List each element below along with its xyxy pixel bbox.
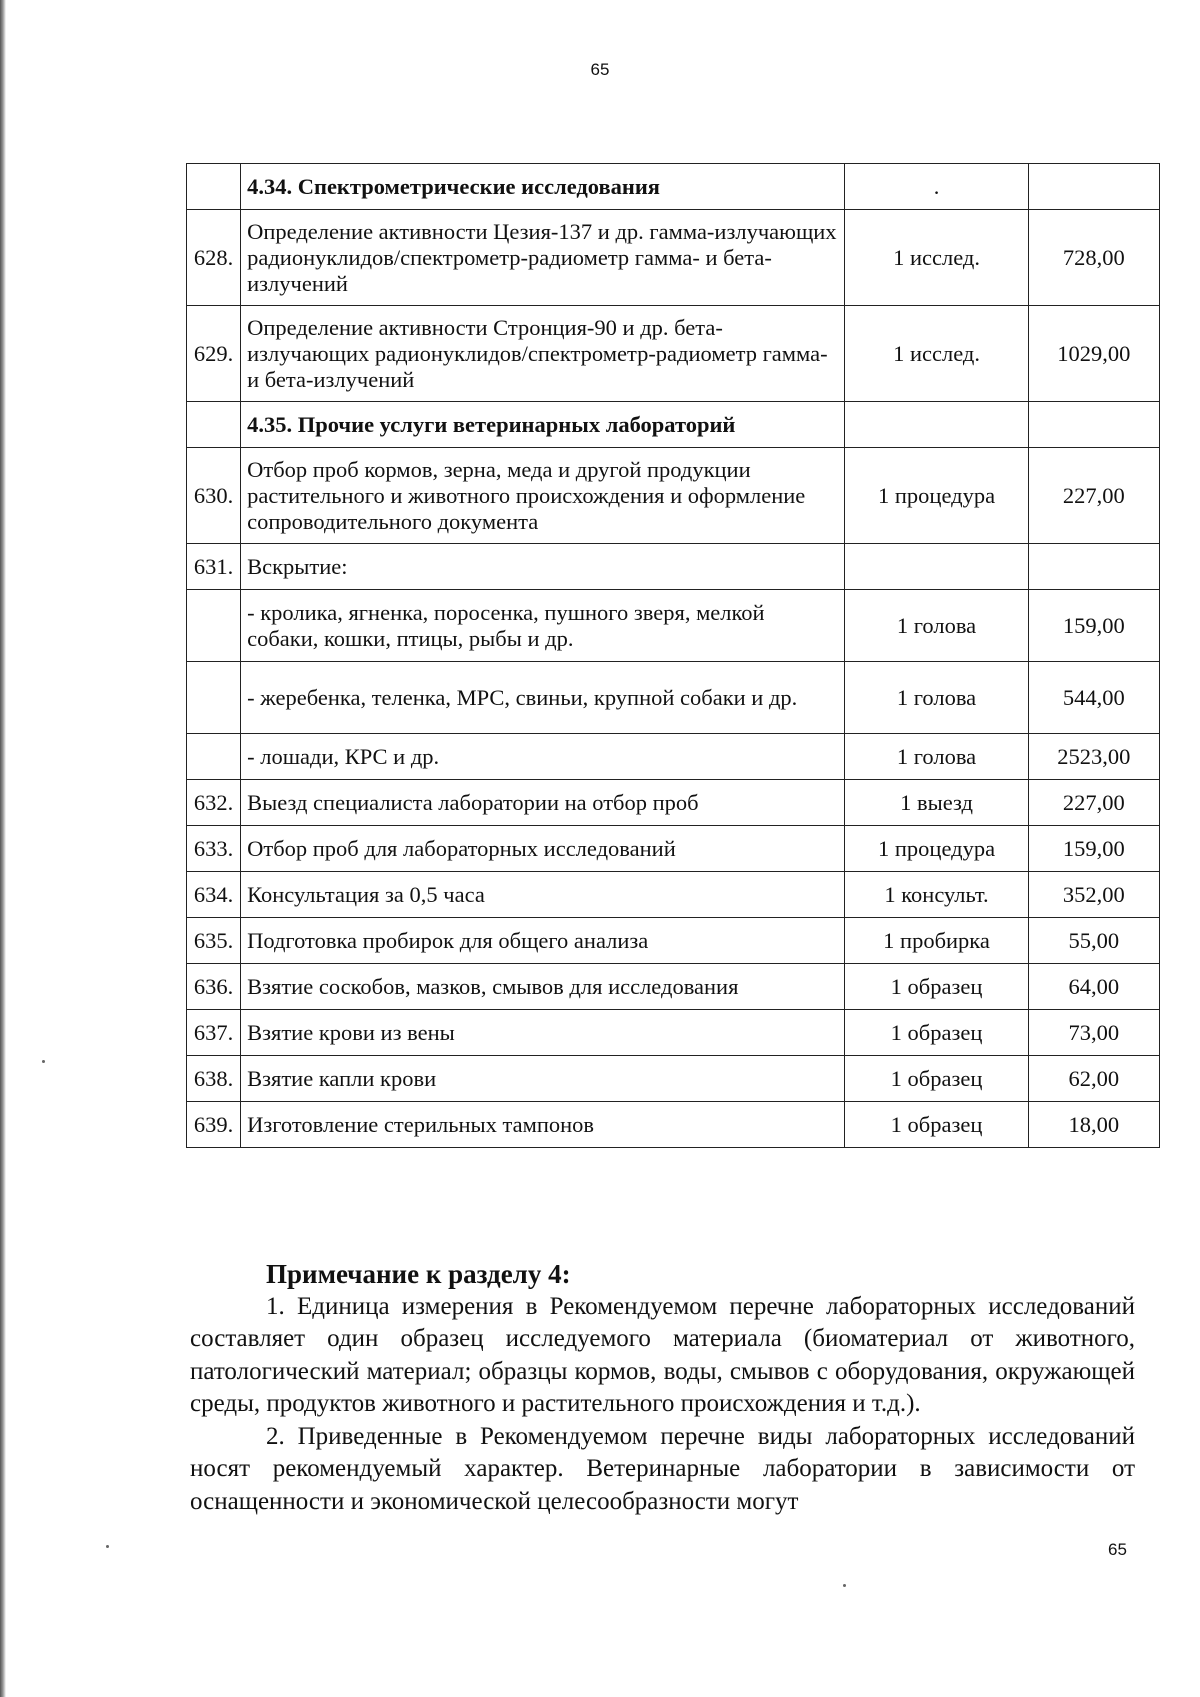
table-row bbox=[187, 918, 1160, 964]
table-row bbox=[187, 590, 1160, 662]
service-name: Взятие крови из вены bbox=[241, 1010, 845, 1056]
service-name: Изготовление стерильных тампонов bbox=[241, 1102, 845, 1148]
row-number bbox=[187, 402, 241, 448]
table-row bbox=[187, 210, 1160, 306]
price-value: 159,00 bbox=[1028, 590, 1159, 662]
row-number: 632. bbox=[187, 780, 241, 826]
price-table bbox=[186, 163, 1160, 1148]
price-value bbox=[1028, 164, 1159, 210]
row-number: 634. bbox=[187, 872, 241, 918]
scan-speck bbox=[106, 1545, 109, 1548]
section-header-row bbox=[187, 402, 1160, 448]
table-row bbox=[187, 1010, 1160, 1056]
service-name: Подготовка пробирок для общего анализа bbox=[241, 918, 845, 964]
unit-of-measure: . bbox=[845, 164, 1028, 210]
price-value: 64,00 bbox=[1028, 964, 1159, 1010]
row-number: 628. bbox=[187, 210, 241, 306]
table-row bbox=[187, 780, 1160, 826]
price-value: 1029,00 bbox=[1028, 306, 1159, 402]
table-row bbox=[187, 544, 1160, 590]
unit-of-measure: 1 образец bbox=[845, 964, 1028, 1010]
page-number-top: 65 bbox=[590, 60, 610, 79]
note-title: Примечание к разделу 4: bbox=[266, 1259, 571, 1289]
note-section bbox=[190, 1258, 1135, 1518]
row-number: 629. bbox=[187, 306, 241, 402]
service-name: Отбор проб для лабораторных исследований bbox=[241, 826, 845, 872]
unit-of-measure: 1 голова bbox=[845, 590, 1028, 662]
unit-of-measure: 1 голова bbox=[845, 662, 1028, 734]
price-value bbox=[1028, 402, 1159, 448]
row-number: 633. bbox=[187, 826, 241, 872]
service-name: 4.35. Прочие услуги ветеринарных лабораторий bbox=[241, 402, 845, 448]
row-number: 636. bbox=[187, 964, 241, 1010]
unit-of-measure: 1 процедура bbox=[845, 826, 1028, 872]
scan-edge bbox=[0, 0, 6, 1697]
scan-speck bbox=[42, 1060, 45, 1063]
table-row bbox=[187, 662, 1160, 734]
price-value: 728,00 bbox=[1028, 210, 1159, 306]
price-table-body bbox=[187, 164, 1160, 1148]
service-name: Определение активности Цезия-137 и др. гамма-излучающих радионуклидов/спектрометр-радиометр гамма- и бета-излучений bbox=[241, 210, 845, 306]
section-header-row bbox=[187, 164, 1160, 210]
row-number bbox=[187, 734, 241, 780]
price-value: 73,00 bbox=[1028, 1010, 1159, 1056]
service-name: Выезд специалиста лаборатории на отбор проб bbox=[241, 780, 845, 826]
price-value: 227,00 bbox=[1028, 780, 1159, 826]
row-number: 637. bbox=[187, 1010, 241, 1056]
unit-of-measure: 1 образец bbox=[845, 1102, 1028, 1148]
service-name: Консультация за 0,5 часа bbox=[241, 872, 845, 918]
price-value: 159,00 bbox=[1028, 826, 1159, 872]
unit-of-measure: 1 консульт. bbox=[845, 872, 1028, 918]
service-name: 4.34. Спектрометрические исследования bbox=[241, 164, 845, 210]
unit-of-measure: 1 образец bbox=[845, 1010, 1028, 1056]
row-number: 631. bbox=[187, 544, 241, 590]
row-number: 630. bbox=[187, 448, 241, 544]
table-row bbox=[187, 964, 1160, 1010]
unit-of-measure bbox=[845, 544, 1028, 590]
price-value: 227,00 bbox=[1028, 448, 1159, 544]
table-row bbox=[187, 826, 1160, 872]
unit-of-measure: 1 выезд bbox=[845, 780, 1028, 826]
unit-of-measure: 1 процедура bbox=[845, 448, 1028, 544]
row-number bbox=[187, 590, 241, 662]
price-value: 55,00 bbox=[1028, 918, 1159, 964]
unit-of-measure: 1 голова bbox=[845, 734, 1028, 780]
service-name: - лошади, КРС и др. bbox=[241, 734, 845, 780]
service-name: Отбор проб кормов, зерна, меда и другой продукции растительного и животного происхождения и оформление сопроводительного документа bbox=[241, 448, 845, 544]
scan-speck bbox=[843, 1584, 846, 1587]
row-number: 638. bbox=[187, 1056, 241, 1102]
price-value: 18,00 bbox=[1028, 1102, 1159, 1148]
table-row bbox=[187, 1056, 1160, 1102]
table-row bbox=[187, 734, 1160, 780]
table-row bbox=[187, 1102, 1160, 1148]
table-row bbox=[187, 306, 1160, 402]
service-name: Вскрытие: bbox=[241, 544, 845, 590]
unit-of-measure: 1 образец bbox=[845, 1056, 1028, 1102]
price-value: 2523,00 bbox=[1028, 734, 1159, 780]
price-value bbox=[1028, 544, 1159, 590]
row-number: 639. bbox=[187, 1102, 241, 1148]
note-paragraph-2: 2. Приведенные в Рекомендуемом перечне виды лабораторных исследований носят рекомендуемый характер. Ветеринарные лаборатории в зависимости от оснащенности и экономической целесообразности могут bbox=[190, 1422, 1135, 1515]
service-name: - кролика, ягненка, поросенка, пушного зверя, мелкой собаки, кошки, птицы, рыбы и др. bbox=[241, 590, 845, 662]
unit-of-measure: 1 пробирка bbox=[845, 918, 1028, 964]
service-name: Определение активности Стронция-90 и др. бета-излучающих радионуклидов/спектрометр-радиометр гамма- и бета-излучений bbox=[241, 306, 845, 402]
unit-of-measure: 1 исслед. bbox=[845, 210, 1028, 306]
price-value: 62,00 bbox=[1028, 1056, 1159, 1102]
service-name: Взятие капли крови bbox=[241, 1056, 845, 1102]
service-name: - жеребенка, теленка, МРС, свиньи, крупной собаки и др. bbox=[241, 662, 845, 734]
table-row bbox=[187, 448, 1160, 544]
unit-of-measure: 1 исслед. bbox=[845, 306, 1028, 402]
price-value: 544,00 bbox=[1028, 662, 1159, 734]
service-name: Взятие соскобов, мазков, смывов для исследования bbox=[241, 964, 845, 1010]
unit-of-measure bbox=[845, 402, 1028, 448]
row-number: 635. bbox=[187, 918, 241, 964]
row-number bbox=[187, 164, 241, 210]
row-number bbox=[187, 662, 241, 734]
price-value: 352,00 bbox=[1028, 872, 1159, 918]
note-paragraph-1: 1. Единица измерения в Рекомендуемом перечне лабораторных исследований составляет один образец исследуемого материала (биоматериал от животного, патологический материал; образцы кормов, воды, смывов с оборудования, окружающей среды, продуктов животного и растительного происхождения и т.д.). bbox=[190, 1292, 1135, 1417]
table-row bbox=[187, 872, 1160, 918]
page-number-bottom: 65 bbox=[1108, 1540, 1127, 1559]
